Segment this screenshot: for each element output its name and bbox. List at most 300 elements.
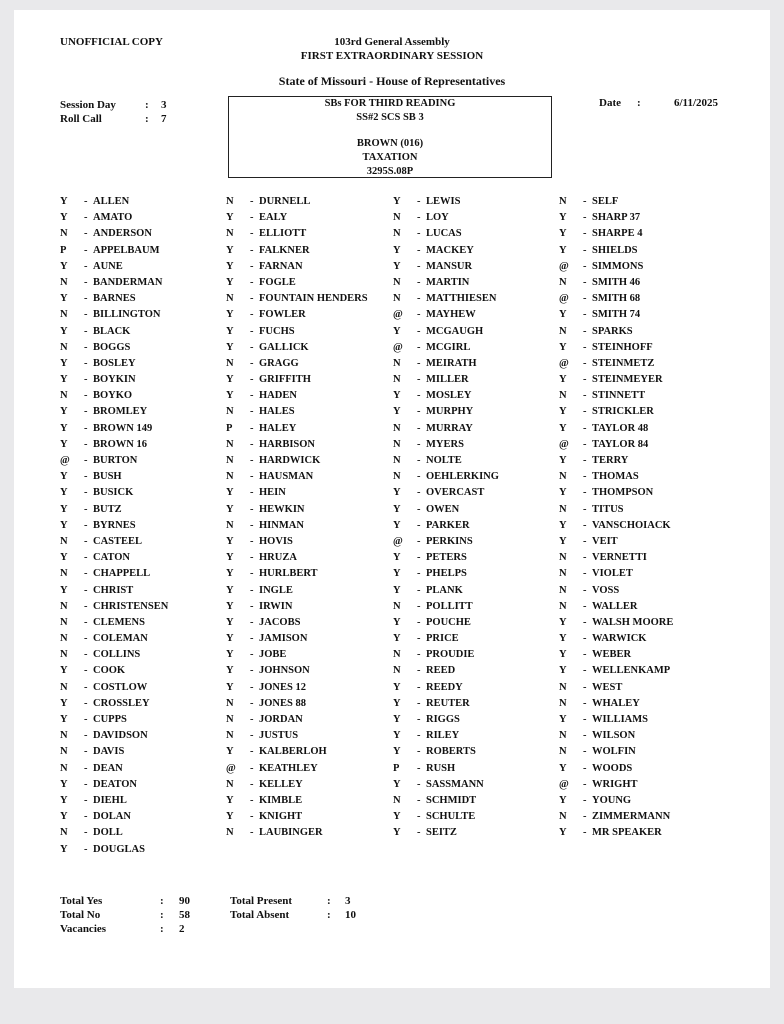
vote-row bbox=[226, 453, 368, 469]
member-name: STEINMETZ bbox=[592, 357, 655, 369]
vote-value: Y bbox=[393, 633, 401, 645]
member-name: DAVIS bbox=[93, 746, 125, 758]
vote-dash: - bbox=[250, 649, 254, 661]
member-name: REED bbox=[426, 665, 456, 677]
member-name: MURPHY bbox=[426, 406, 474, 418]
member-name: GALLICK bbox=[259, 341, 309, 353]
vote-value: Y bbox=[559, 244, 567, 256]
vote-row bbox=[60, 712, 168, 728]
member-name: APPELBAUM bbox=[93, 244, 160, 256]
vote-dash: - bbox=[583, 390, 587, 402]
vote-row bbox=[226, 777, 368, 793]
vote-value: N bbox=[226, 293, 234, 305]
vote-value: Y bbox=[60, 487, 68, 499]
member-name: WHALEY bbox=[592, 697, 640, 709]
vote-value: N bbox=[226, 471, 234, 483]
vote-value: N bbox=[226, 228, 234, 240]
vote-dash: - bbox=[417, 374, 421, 386]
member-name: RIGGS bbox=[426, 714, 460, 725]
vote-row bbox=[559, 502, 673, 518]
member-name: CHRIST bbox=[93, 584, 134, 596]
vote-value: N bbox=[559, 471, 567, 483]
vote-dash: - bbox=[417, 827, 421, 839]
vote-row bbox=[60, 631, 168, 647]
vacancies-label: Vacancies bbox=[60, 923, 107, 935]
vote-dash: - bbox=[583, 228, 587, 240]
vote-value: N bbox=[559, 325, 567, 337]
vote-value: Y bbox=[60, 325, 68, 337]
member-name: YOUNG bbox=[592, 794, 632, 806]
vote-value: Y bbox=[60, 552, 68, 564]
vote-dash: - bbox=[84, 681, 88, 693]
vote-dash: - bbox=[250, 471, 254, 483]
vote-value: Y bbox=[559, 827, 567, 839]
member-name: DEATON bbox=[93, 778, 137, 790]
vote-row bbox=[559, 291, 673, 307]
vote-row bbox=[559, 275, 673, 291]
vote-column-1 bbox=[60, 194, 168, 858]
vote-value: N bbox=[559, 390, 567, 402]
vote-value: N bbox=[60, 746, 68, 758]
member-name: IRWIN bbox=[259, 600, 293, 612]
vote-row bbox=[226, 825, 368, 841]
vote-value: N bbox=[559, 276, 567, 288]
member-name: PERKINS bbox=[426, 535, 473, 547]
vote-row bbox=[60, 647, 168, 663]
vote-dash: - bbox=[84, 762, 88, 774]
member-name: BARNES bbox=[93, 293, 136, 305]
vote-dash: - bbox=[84, 552, 88, 564]
member-name: VERNETTI bbox=[592, 552, 647, 564]
vote-row bbox=[226, 421, 368, 437]
vote-dash: - bbox=[583, 293, 587, 305]
vote-value: Y bbox=[226, 633, 234, 645]
vote-row bbox=[60, 307, 168, 323]
vote-dash: - bbox=[583, 600, 587, 612]
vote-value: Y bbox=[60, 584, 68, 596]
vote-value: Y bbox=[559, 616, 567, 628]
vote-dash: - bbox=[583, 649, 587, 661]
member-name: SASSMANN bbox=[426, 778, 484, 790]
vote-dash: - bbox=[583, 341, 587, 353]
vote-dash: - bbox=[250, 600, 254, 612]
vote-dash: - bbox=[250, 357, 254, 369]
member-name: BROMLEY bbox=[93, 406, 148, 418]
session-day-label: Session Day bbox=[60, 99, 116, 111]
vote-value: P bbox=[393, 762, 400, 774]
vote-row bbox=[393, 469, 499, 485]
vote-value: Y bbox=[393, 584, 401, 596]
vote-dash: - bbox=[84, 406, 88, 418]
member-name: SHARPE 4 bbox=[592, 228, 643, 240]
vote-dash: - bbox=[84, 649, 88, 661]
vote-value: Y bbox=[559, 762, 567, 774]
vote-value: N bbox=[393, 293, 401, 305]
vote-row bbox=[559, 324, 673, 340]
vote-dash: - bbox=[417, 276, 421, 288]
vote-row bbox=[60, 663, 168, 679]
vote-dash: - bbox=[583, 276, 587, 288]
member-name: BOYKIN bbox=[93, 374, 136, 386]
vote-row bbox=[60, 680, 168, 696]
vote-dash: - bbox=[417, 406, 421, 418]
vote-dash: - bbox=[250, 811, 254, 823]
member-name: MANSUR bbox=[426, 260, 473, 272]
vote-row bbox=[226, 534, 368, 550]
bill-sponsor: BROWN (016) bbox=[356, 138, 424, 149]
vote-dash: - bbox=[417, 471, 421, 483]
member-name: WILLIAMS bbox=[592, 714, 649, 725]
member-name: FOGLE bbox=[259, 276, 296, 288]
vote-value: Y bbox=[393, 390, 401, 402]
vote-value: Y bbox=[393, 746, 401, 758]
vote-dash: - bbox=[583, 535, 587, 547]
vote-value: Y bbox=[393, 697, 401, 709]
vote-dash: - bbox=[84, 697, 88, 709]
session-day-colon: : bbox=[145, 99, 149, 111]
vote-row bbox=[559, 696, 673, 712]
member-name: RILEY bbox=[426, 730, 460, 742]
member-name: BOGGS bbox=[93, 341, 131, 353]
vote-dash: - bbox=[84, 260, 88, 272]
member-name: HURLBERT bbox=[259, 568, 318, 580]
vote-dash: - bbox=[417, 244, 421, 256]
vote-value: @ bbox=[393, 309, 403, 321]
vote-value: Y bbox=[559, 455, 567, 466]
vote-value: Y bbox=[60, 374, 68, 386]
vote-dash: - bbox=[417, 600, 421, 612]
vote-value: N bbox=[226, 519, 234, 531]
vote-value: N bbox=[226, 357, 234, 369]
vote-row bbox=[226, 663, 368, 679]
vote-value: Y bbox=[226, 568, 234, 580]
vote-dash: - bbox=[583, 212, 587, 224]
total-no-label: Total No bbox=[60, 909, 101, 921]
vote-value: Y bbox=[393, 778, 401, 790]
member-name: BOYKO bbox=[93, 390, 133, 402]
vote-row bbox=[393, 761, 499, 777]
vote-value: Y bbox=[559, 341, 567, 353]
vote-value: N bbox=[226, 730, 234, 742]
vote-row bbox=[393, 259, 499, 275]
vote-value: Y bbox=[559, 794, 567, 806]
vote-row bbox=[393, 372, 499, 388]
member-name: SHIELDS bbox=[592, 244, 638, 256]
vote-value: Y bbox=[393, 196, 401, 207]
vote-row bbox=[60, 437, 168, 453]
member-name: REEDY bbox=[426, 681, 463, 693]
vote-dash: - bbox=[84, 794, 88, 806]
vote-value: Y bbox=[226, 374, 234, 386]
vote-dash: - bbox=[417, 778, 421, 790]
vote-dash: - bbox=[84, 196, 88, 207]
vote-row bbox=[559, 469, 673, 485]
vote-row bbox=[60, 469, 168, 485]
member-name: FALKNER bbox=[259, 244, 310, 256]
vote-value: Y bbox=[60, 293, 68, 305]
vote-dash: - bbox=[84, 778, 88, 790]
vote-row bbox=[393, 534, 499, 550]
vote-row bbox=[559, 761, 673, 777]
member-name: JOBE bbox=[259, 649, 287, 661]
member-name: REUTER bbox=[426, 697, 470, 709]
vote-dash: - bbox=[583, 762, 587, 774]
vote-dash: - bbox=[84, 584, 88, 596]
vote-row bbox=[226, 566, 368, 582]
vote-value: Y bbox=[60, 778, 68, 790]
member-name: SHARP 37 bbox=[592, 212, 641, 224]
vote-dash: - bbox=[417, 260, 421, 272]
vote-dash: - bbox=[583, 471, 587, 483]
member-name: MOSLEY bbox=[426, 390, 472, 402]
member-name: JORDAN bbox=[259, 714, 303, 725]
member-name: DURNELL bbox=[259, 196, 311, 207]
vote-value: Y bbox=[60, 422, 68, 434]
member-name: STINNETT bbox=[592, 390, 646, 402]
vote-row bbox=[60, 550, 168, 566]
vote-row bbox=[559, 566, 673, 582]
member-name: DAVIDSON bbox=[93, 730, 148, 742]
vote-column-2 bbox=[226, 194, 368, 842]
vote-row bbox=[559, 631, 673, 647]
member-name: PLANK bbox=[426, 584, 463, 596]
vote-row bbox=[226, 809, 368, 825]
vote-value: N bbox=[393, 374, 401, 386]
vote-value: Y bbox=[60, 811, 68, 823]
member-name: HALES bbox=[259, 406, 295, 418]
member-name: WEST bbox=[592, 681, 623, 693]
vote-dash: - bbox=[417, 390, 421, 402]
vote-value: N bbox=[60, 535, 68, 547]
vote-row bbox=[559, 388, 673, 404]
vote-dash: - bbox=[250, 714, 254, 725]
vote-value: Y bbox=[559, 633, 567, 645]
vote-dash: - bbox=[250, 794, 254, 806]
vote-dash: - bbox=[84, 600, 88, 612]
vote-value: Y bbox=[393, 406, 401, 418]
member-name: VEIT bbox=[592, 535, 618, 547]
vote-value: Y bbox=[60, 843, 68, 855]
vote-row bbox=[226, 696, 368, 712]
bill-subject: TAXATION bbox=[362, 152, 418, 163]
vote-row bbox=[393, 194, 499, 210]
vote-dash: - bbox=[84, 357, 88, 369]
vote-row bbox=[226, 437, 368, 453]
vote-row bbox=[226, 550, 368, 566]
vote-value: Y bbox=[559, 422, 567, 434]
vote-value: N bbox=[60, 616, 68, 628]
vote-row bbox=[393, 210, 499, 226]
vote-row bbox=[226, 307, 368, 323]
vote-dash: - bbox=[84, 714, 88, 725]
member-name: KELLEY bbox=[259, 778, 303, 790]
vote-dash: - bbox=[583, 681, 587, 693]
member-name: WELLENKAMP bbox=[592, 665, 671, 677]
vote-row bbox=[393, 696, 499, 712]
vote-value: N bbox=[60, 390, 68, 402]
member-name: PROUDIE bbox=[426, 649, 475, 661]
member-name: FUCHS bbox=[259, 325, 295, 337]
date-colon: : bbox=[637, 97, 641, 109]
vote-value: Y bbox=[60, 471, 68, 483]
member-name: PHELPS bbox=[426, 568, 467, 580]
vote-dash: - bbox=[583, 827, 587, 839]
vote-value: N bbox=[393, 357, 401, 369]
member-name: SEITZ bbox=[426, 827, 457, 839]
member-name: VIOLET bbox=[592, 568, 633, 580]
vote-dash: - bbox=[84, 519, 88, 531]
member-name: COOK bbox=[93, 665, 126, 677]
vote-value: N bbox=[559, 552, 567, 564]
bill-number: SS#2 SCS SB 3 bbox=[356, 112, 424, 123]
vote-row bbox=[226, 680, 368, 696]
vote-row bbox=[559, 421, 673, 437]
vote-dash: - bbox=[84, 293, 88, 305]
vote-value: Y bbox=[393, 260, 401, 272]
member-name: BUSH bbox=[93, 471, 122, 483]
vote-value: N bbox=[60, 633, 68, 645]
vote-dash: - bbox=[417, 455, 421, 466]
member-name: BILLINGTON bbox=[93, 309, 161, 321]
member-name: MEIRATH bbox=[426, 357, 477, 369]
vote-dash: - bbox=[250, 519, 254, 531]
vote-dash: - bbox=[84, 503, 88, 515]
member-name: HARBISON bbox=[259, 438, 316, 450]
vote-dash: - bbox=[583, 455, 587, 466]
vote-value: N bbox=[226, 196, 234, 207]
vote-value: Y bbox=[60, 196, 68, 207]
vote-value: Y bbox=[60, 714, 68, 725]
vote-dash: - bbox=[250, 487, 254, 499]
vote-dash: - bbox=[250, 309, 254, 321]
vote-row bbox=[60, 340, 168, 356]
vote-dash: - bbox=[417, 681, 421, 693]
vote-row bbox=[393, 583, 499, 599]
vote-dash: - bbox=[84, 843, 88, 855]
vote-row bbox=[226, 631, 368, 647]
vote-row bbox=[559, 340, 673, 356]
vote-row bbox=[393, 226, 499, 242]
vote-row bbox=[393, 291, 499, 307]
vote-dash: - bbox=[417, 228, 421, 240]
vote-dash: - bbox=[250, 212, 254, 224]
vote-row bbox=[60, 259, 168, 275]
vote-value: N bbox=[226, 455, 234, 466]
vote-dash: - bbox=[84, 827, 88, 839]
vote-row bbox=[393, 518, 499, 534]
member-name: AUNE bbox=[93, 260, 123, 272]
member-name: DEAN bbox=[93, 762, 123, 774]
vote-row bbox=[60, 243, 168, 259]
vote-value: N bbox=[559, 746, 567, 758]
vote-row bbox=[226, 469, 368, 485]
vote-row bbox=[559, 356, 673, 372]
member-name: CROSSLEY bbox=[93, 697, 150, 709]
vote-dash: - bbox=[84, 746, 88, 758]
vote-value: Y bbox=[393, 681, 401, 693]
vote-value: Y bbox=[60, 438, 68, 450]
vote-row bbox=[559, 550, 673, 566]
vote-dash: - bbox=[417, 697, 421, 709]
vote-value: Y bbox=[226, 535, 234, 547]
member-name: WOODS bbox=[592, 762, 633, 774]
vote-dash: - bbox=[583, 568, 587, 580]
vote-dash: - bbox=[583, 811, 587, 823]
roll-call-value: 7 bbox=[161, 113, 167, 125]
vote-row bbox=[393, 809, 499, 825]
vote-row bbox=[393, 631, 499, 647]
vote-dash: - bbox=[417, 212, 421, 224]
vote-row bbox=[226, 647, 368, 663]
member-name: ROBERTS bbox=[426, 746, 476, 758]
vote-dash: - bbox=[417, 665, 421, 677]
vote-dash: - bbox=[583, 487, 587, 499]
vote-row bbox=[559, 518, 673, 534]
vote-column-4 bbox=[559, 194, 673, 842]
vote-row bbox=[393, 356, 499, 372]
vote-row bbox=[60, 210, 168, 226]
total-yes-value: 90 bbox=[179, 895, 190, 907]
member-name: MYERS bbox=[426, 438, 464, 450]
vote-value: N bbox=[393, 649, 401, 661]
vote-row bbox=[226, 793, 368, 809]
vote-value: @ bbox=[559, 357, 569, 369]
vote-value: Y bbox=[393, 616, 401, 628]
member-name: ELLIOTT bbox=[259, 228, 307, 240]
vote-value: Y bbox=[226, 552, 234, 564]
member-name: THOMPSON bbox=[592, 487, 654, 499]
vote-row bbox=[559, 793, 673, 809]
session-title: FIRST EXTRAORDINARY SESSION bbox=[300, 50, 484, 62]
vote-dash: - bbox=[583, 422, 587, 434]
vote-value: Y bbox=[559, 535, 567, 547]
member-name: HRUZA bbox=[259, 552, 297, 564]
vote-value: N bbox=[60, 568, 68, 580]
vote-dash: - bbox=[417, 293, 421, 305]
vote-row bbox=[559, 583, 673, 599]
member-name: CHAPPELL bbox=[93, 568, 151, 580]
vote-dash: - bbox=[250, 778, 254, 790]
vote-value: Y bbox=[393, 827, 401, 839]
vote-row bbox=[60, 356, 168, 372]
vote-row bbox=[226, 259, 368, 275]
member-name: WOLFIN bbox=[592, 746, 636, 758]
vote-row bbox=[60, 275, 168, 291]
vote-row bbox=[60, 842, 168, 858]
vote-row bbox=[559, 453, 673, 469]
vote-row bbox=[60, 534, 168, 550]
vote-dash: - bbox=[250, 293, 254, 305]
roll-call-label: Roll Call bbox=[60, 113, 102, 125]
vote-row bbox=[559, 825, 673, 841]
vote-value: Y bbox=[226, 503, 234, 515]
vote-value: Y bbox=[226, 811, 234, 823]
member-name: HOVIS bbox=[259, 535, 293, 547]
vote-dash: - bbox=[250, 535, 254, 547]
vacancies-colon: : bbox=[160, 923, 164, 935]
member-name: FARNAN bbox=[259, 260, 303, 272]
total-no-value: 58 bbox=[179, 909, 190, 921]
member-name: TAYLOR 84 bbox=[592, 438, 649, 450]
member-name: CHRISTENSEN bbox=[93, 600, 169, 612]
total-present-colon: : bbox=[327, 895, 331, 907]
member-name: JAMISON bbox=[259, 633, 308, 645]
vote-dash: - bbox=[417, 714, 421, 725]
vote-value: Y bbox=[226, 487, 234, 499]
vote-value: Y bbox=[60, 519, 68, 531]
member-name: POUCHE bbox=[426, 616, 471, 628]
member-name: KNIGHT bbox=[259, 811, 303, 823]
